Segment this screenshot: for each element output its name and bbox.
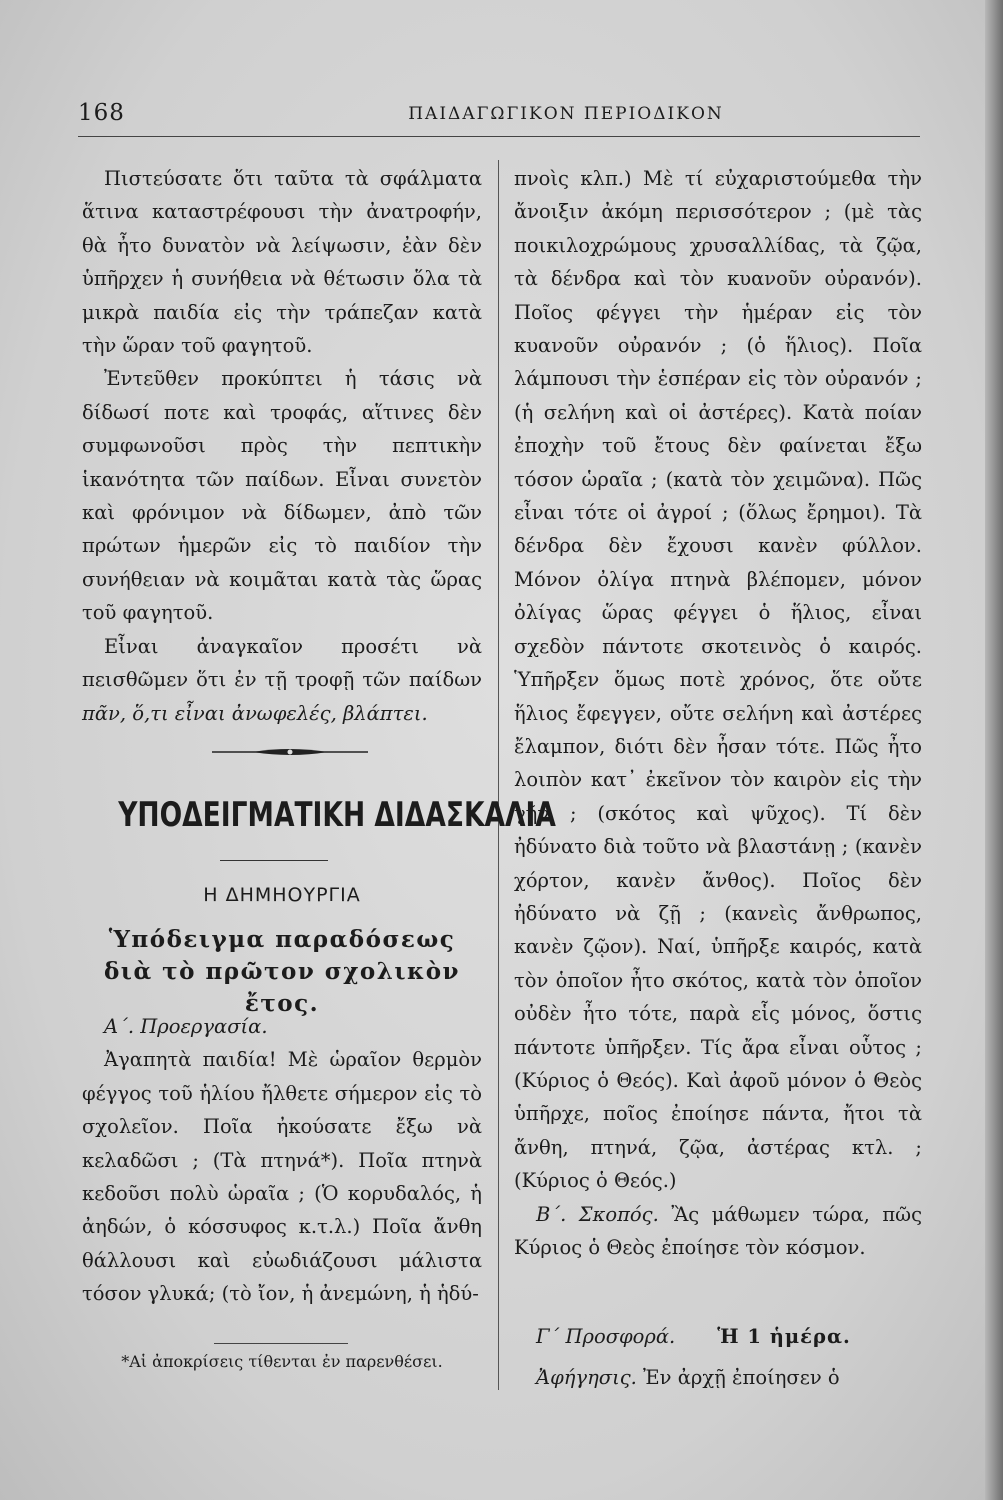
left-paragraph-1: Πιστεύσατε ὅτι ταῦτα τὰ σφάλματα ἅτινα καταστρέφουσι τὴν ἀνατροφήν, θὰ ἦτο δυνατὸν νὰ λείψωσιν, ἐὰν δὲν ὑπῆρχεν ἡ συνήθεια νὰ θέτωσιν ὅλα τὰ μικρὰ παιδία εἰς τὴν τράπεζαν κατὰ τὴν ὥραν τοῦ φαγητοῦ. (82, 167, 482, 358)
left-paragraph-2: Ἐντεῦθεν προκύπτει ἡ τάσις νὰ δίδωσί ποτε καὶ τροφάς, αἵτινες δὲν συμφωνοῦσι πρὸς τὴν πεπτικὴν ἱκανότητα τῶν παίδων. Εἶναι συνετὸν καὶ φρόνιμον νὰ δίδωμεν, ἀπὸ τῶν πρώτων ἡμερῶν εἰς τὸ παιδίον τὴν συνήθειαν νὰ κοιμᾶται κατὰ τὰς ὥρας τοῦ φαγητοῦ. (82, 367, 482, 625)
right-column (514, 162, 922, 1264)
section-heading: ΥΠΟΔΕΙΓΜΑΤΙΚΗ ΔΙΔΑΣΚΑΛΙΑ (118, 795, 556, 835)
part-a-text: Ἀγαπητὰ παιδία! Μὲ ὡραῖον θερμὸν φέγγος τοῦ ἡλίου ἤλθετε σήμερον εἰς τὸ σχολεῖον. Ποῖα ἠκούσατε ἔξω νὰ κελαδῶσι ; (Τὰ πτηνά*). Ποῖα πτηνὰ κεδοῦσι πολὺ ὡραῖα ; (Ὁ κορυδαλός, ἡ ἀηδών, ὁ κόσσυφος κ.τ.λ.) Ποῖα ἄνθη θάλλουσι καὶ εὐωδιάζουσι μάλιστα τόσον γλυκά; (τὸ ἴον, ἡ ἀνεμώνη, ἡ ἡδύ- (82, 1048, 482, 1306)
part-c-heading-line (514, 1320, 922, 1353)
left-paragraph-3-italic: πᾶν, ὅ,τι εἶναι ἀνωφελές, βλάπτει. (82, 701, 428, 725)
lesson-title: Ὑπόδειγμα παραδόσεως διὰ τὸ πρῶτον σχολικὸν ἔτος. (103, 926, 461, 1017)
part-b-paragraph (514, 1198, 922, 1265)
right-column-lower (514, 1320, 922, 1395)
narration-paragraph (514, 1361, 922, 1394)
running-title: ΠΑΙΔΑΓΩΓΙΚΟΝ ΠΕΡΙΟΔΙΚΟΝ (408, 104, 724, 124)
lesson-part-a (82, 1010, 482, 1311)
left-paragraph-3 (82, 630, 482, 730)
part-b-text: Ἂς μάθωμεν τώρα, πῶς Κύριος ὁ Θεὸς ἐποίησε τὸν κόσμον. (514, 1202, 922, 1259)
footnote-rule (214, 1343, 348, 1344)
footnote: *Αἱ ἀποκρίσεις τίθενται ἐν παρενθέσει. (121, 1352, 443, 1371)
right-paragraph-1: πνοὶς κλπ.) Μὲ τί εὐχαριστούμεθα τὴν ἄνοιξιν ἀκόμη περισσότερον ; (μὲ τὰς ποικιλοχρώμους χρυσαλλίδας, τὰ ζῷα, τὰ δένδρα καὶ τὸν κυανοῦν οὐρανόν). Ποῖος φέγγει τὴν ἡμέραν εἰς τὸν κυανοῦν οὐρανόν ; (ὁ ἥλιος). Ποῖα λάμπουσι τὴν ἑσπέραν εἰς τὸν οὐρανόν ; (ἡ σελήνη καὶ οἱ ἀστέρες). Κατὰ ποίαν ἐποχὴν τοῦ ἔτους δὲν φαίνεται ἔξω τόσον ὡραῖα ; (κατὰ τὸν χειμῶνα). Πῶς εἶναι τότε οἱ ἀγροί ; (ὅλως ἔρημοι). Τὰ δένδρα δὲν ἔχουσι κανὲν φύλλον. Μόνον ὀλίγα πτηνὰ βλέπομεν, μόνον ὀλίγας ὥρας φέγγει ὁ ἥλιος, εἶναι σχεδὸν πάντοτε σκοτεινὸς ὁ καιρός. Ὑπῆρξεν ὅμως ποτὲ χρόνος, ὅτε οὔτε ἥλιος ἔφεγγεν, οὔτε σελήνη καὶ ἀστέρες ἔλαμπον, διότι δὲν ἦσαν τότε. Πῶς ἦτο λοιπὸν κατ᾿ ἐκεῖνον τὸν καιρὸν εἰς τὴν γῆν ; (σκότος καὶ ψῦχος). Τί δὲν ἠδύνατο διὰ τοῦτο νὰ βλαστάνῃ ; (κανὲν χόρτον, κανὲν ἄνθος). Ποῖος δὲν ἠδύνατο νὰ ζῇ ; (κανεὶς ἄνθρωπος, κανὲν ζῷον). Ναί, ὑπῆρξε καιρός, κατὰ τὸν ὁποῖον ἦτο σκότος, κατὰ τὸν ὁποῖον οὐδὲν ἦτο τότε, παρὰ εἷς μόνος, ὅστις πάντοτε ὑπῆρξεν. Τίς ἄρα εἶναι οὗτος ; (Κύριος ὁ Θεός). Καὶ ἀφοῦ μόνον ὁ Θεὸς ὑπῆρχε, ποῖος ἐποίησε πάντα, ἤτοι τὰ ἄνθη, πτηνά, ζῷα, ἀστέρας κτλ. ; (Κύριος ὁ Θεός.) (514, 167, 922, 1193)
page-edge-shadow (985, 0, 1003, 1500)
part-a-heading-text: Α΄. Προεργασία. (104, 1015, 268, 1038)
part-a-heading (82, 1010, 482, 1043)
column-divider (498, 160, 499, 1390)
header-rule (78, 136, 920, 137)
page-number: 168 (78, 100, 125, 126)
narration-heading: Ἀφήγησις. (536, 1366, 637, 1390)
page-header (78, 100, 920, 132)
narration-text: Ἐν ἀρχῇ ἐποίησεν ὁ (636, 1366, 840, 1390)
left-paragraph-3-text: Εἶναι ἀναγκαῖον προσέτι νὰ πεισθῶμεν ὅτι ἐν τῇ τροφῇ τῶν παίδων (82, 634, 482, 692)
part-c-day: Ἡ 1 ἡμέρα. (717, 1325, 851, 1348)
left-column (82, 162, 482, 730)
section-rule (220, 860, 328, 861)
ornament-divider (212, 746, 368, 758)
part-b-heading: Β΄. Σκοπός. (536, 1202, 659, 1226)
part-c-heading: Γ΄ Προσφορά. (536, 1325, 676, 1348)
lesson-subtitle: Η ΔΗΜΗΟΥΡΓΙΑ (203, 884, 361, 906)
